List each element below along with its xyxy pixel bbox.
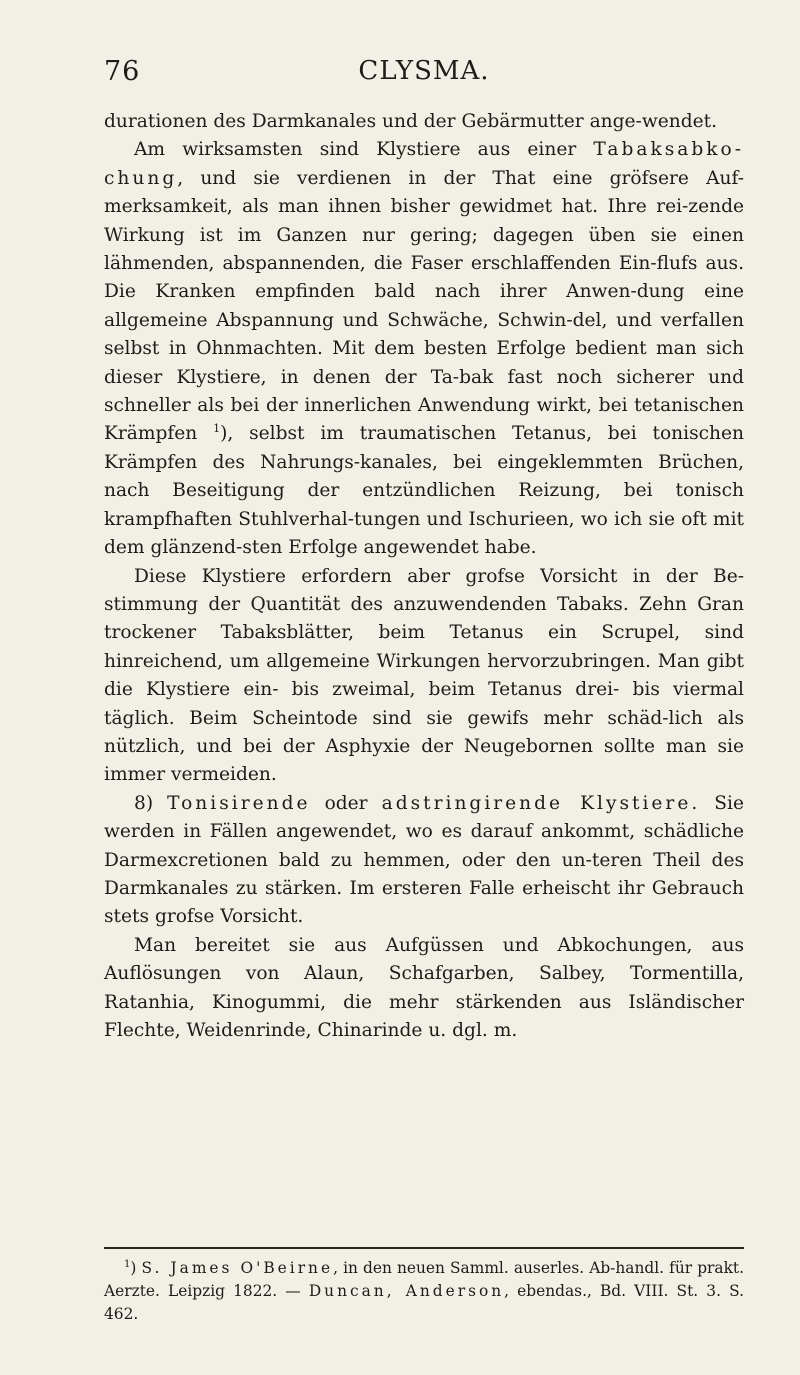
paragraph-4-number: 8) (134, 792, 168, 814)
footnote-marker: 1 (124, 1258, 131, 1270)
paragraph-4 (104, 790, 744, 932)
paragraph-1 (104, 108, 744, 136)
body-text (104, 108, 744, 1045)
paragraph-2-intro: Am wirksamsten sind Klystiere aus einer (134, 139, 594, 161)
paragraph-4-text: Sie werden in Fällen angewendet, wo es darauf ankommt, schädliche Darmexcretionen bald zu hemmen, oder den un-teren Theil des Darmkanales zu stärken. Im ersteren Falle erheischt ihr Gebrauch stets grofse Vorsicht. (104, 792, 744, 928)
paragraph-1-text: durationen des Darmkanales und der Gebärmutter ange-wendet. (104, 111, 718, 132)
footnote-author-2: Duncan, Anderson (308, 1282, 505, 1300)
footnote-divider (104, 1247, 744, 1249)
paragraph-5-text: Man bereitet sie aus Aufgüssen und Abkochungen, aus Auflösungen von Alaun, Schafgarben, Salbey, Tormentilla, Ratanhia, Kinogummi, die mehr stärkenden aus Isländischer Flechte, Weidenrinde, Chinarinde u. dgl. m. (104, 934, 744, 1041)
page-header (104, 56, 744, 92)
paragraph-2-end: ), selbst im traumatischen Tetanus, bei tonischen Krämpfen des Nahrungs-kanales, bei eingeklemmten Brüchen, nach Beseitigung der entzündlichen Reizung, bei tonisch krampfhaften Stuhlverhal-tungen und Ischurieen, wo ich sie oft mit dem glänzend-sten Erfolge angewendet habe. (104, 423, 744, 559)
paragraph-3 (104, 563, 744, 790)
footnote-text-2: , ebendas., Bd. VIII. St. 3. S. 462. (104, 1282, 744, 1323)
paragraph-5 (104, 932, 744, 1046)
paragraph-4-heading-2: adstringirende Klystiere. (381, 792, 701, 814)
paragraph-4-connector: oder (310, 792, 382, 814)
paragraph-3-text: Diese Klystiere erfordern aber grofse Vorsicht in der Be-stimmung der Quantität des anzuwendenden Tabaks. Zehn Gran trockener Tabaksblätter, beim Tetanus ein Scrupel, sind hinreichend, um allgemeine Wirkungen hervorzubringen. Man gibt die Klystiere ein- bis zweimal, beim Tetanus drei- bis viermal täglich. Beim Scheintode sind sie gewifs mehr schäd-lich als nützlich, und bei der Asphyxie der Neugebornen sollte man sie immer vermeiden. (104, 565, 744, 786)
footnote-author-1: S. James O'Beirne (141, 1259, 334, 1277)
footnote-text-1: , in den neuen Samml. auserles. Ab-handl. für prakt. Aerzte. Leipzig 1822. — (104, 1259, 744, 1300)
footnote (104, 1257, 744, 1326)
page-number: 76 (104, 56, 141, 87)
footnote-text: $^1$) S. James O'Beirne, in den neuen Samml. auserles. Ab-handl. für prakt. Aerzte. Leipzig 1822. — Duncan, Anderson, ebendas., Bd. VIII. St. 3. S. 462. (104, 1258, 744, 1323)
paragraph-4-heading-1: Tonisirende (167, 792, 311, 814)
footnote-reference[interactable]: 1 (213, 422, 221, 436)
paragraph-2-emphasis: Tabaksabko-chung (104, 139, 744, 189)
running-title: CLYSMA. (358, 56, 490, 86)
paragraph-2-main: , und sie verdienen in der That eine gröfsere Auf-merksamkeit, als man ihnen bisher gewidmet hat. Ihre rei-zende Wirkung ist im Ganzen nur gering; dagegen üben sie einen lähmenden, abspannenden, die Faser erschlaffenden Ein-flufs aus. Die Kranken empfinden bald nach ihrer Anwen-dung eine allgemeine Abspannung und Schwäche, Schwin-del, und verfallen selbst in Ohnmachten. Mit dem besten Erfolge bedient man sich dieser Klystiere, in denen der Ta-bak fast noch sicherer und schneller als bei der innerlichen Anwendung wirkt, bei tetanischen Krämpfen (104, 167, 744, 445)
paragraph-2 (104, 136, 744, 562)
